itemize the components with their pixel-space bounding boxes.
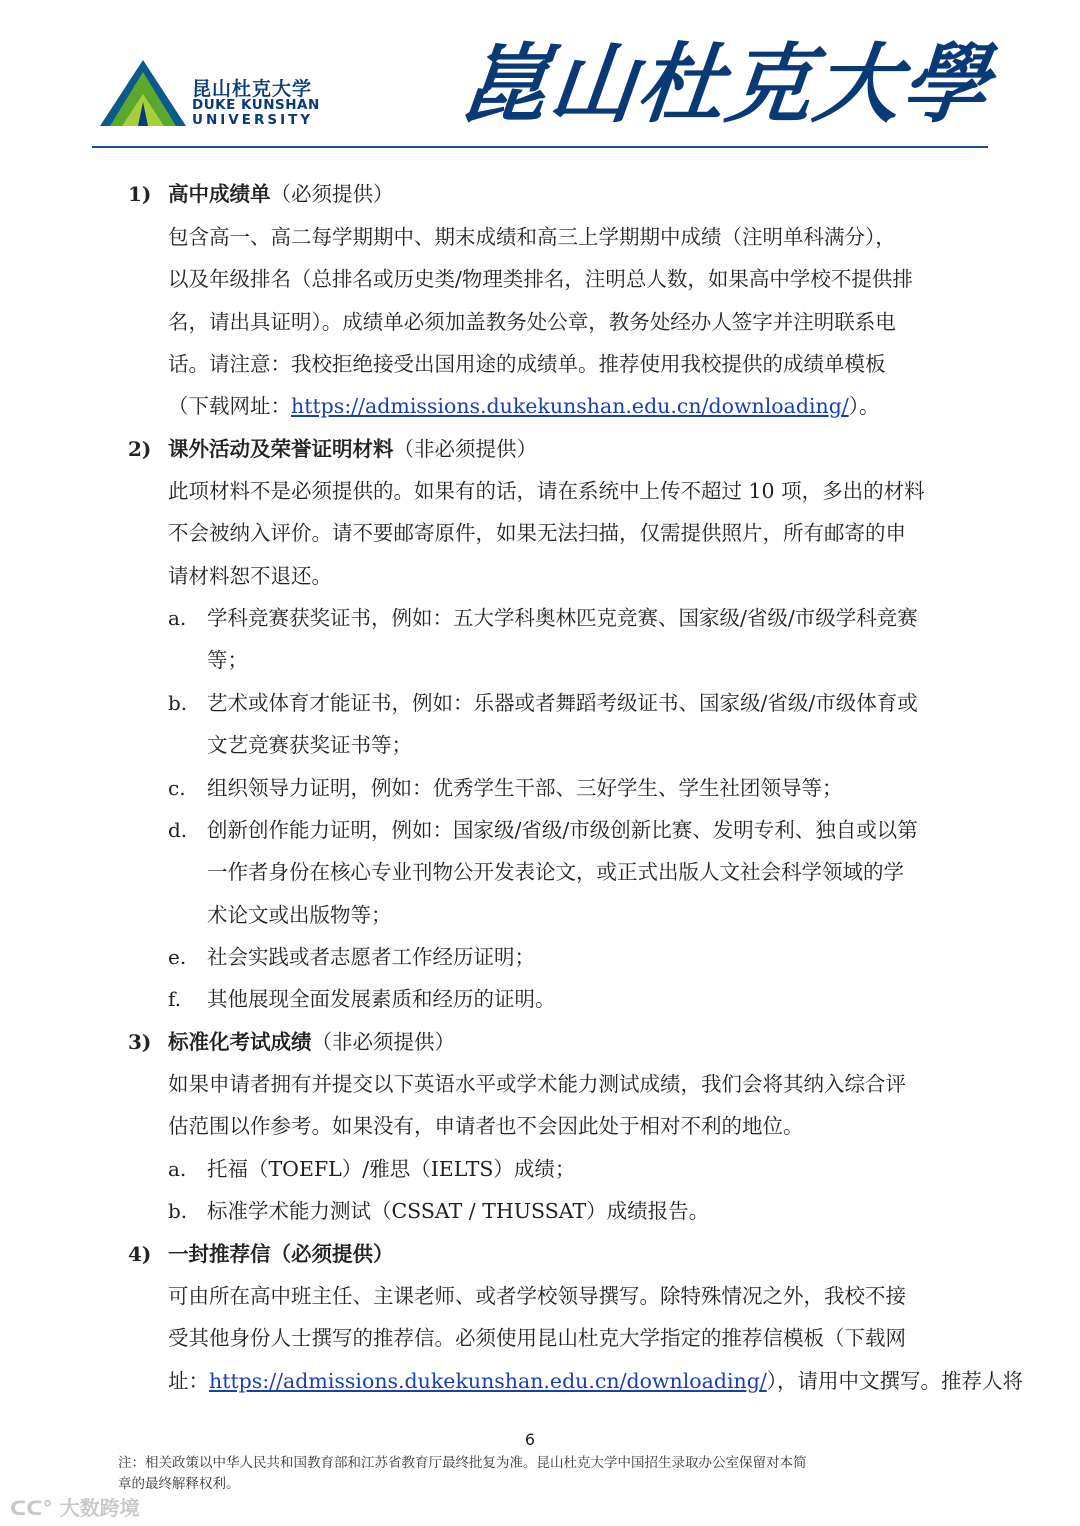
section-title	[168, 435, 537, 463]
section-number: 3)	[128, 1030, 152, 1054]
section-requirement: （必须提供）	[270, 182, 394, 206]
list-letter: a.	[168, 1157, 187, 1181]
link-prefix: （下载网址：	[168, 394, 291, 418]
list-item-line: 社会实践或者志愿者工作经历证明；	[207, 945, 535, 969]
list-letter: a.	[168, 606, 187, 630]
list-item-line: 托福（TOEFL）/雅思（IELTS）成绩；	[207, 1157, 576, 1181]
download-link[interactable]: https://admissions.dukekunshan.edu.cn/downloading/	[291, 394, 849, 418]
list-item-line: 组织领导力证明，例如：优秀学生干部、三好学生、学生社团领导等；	[207, 776, 843, 800]
list-item-line: 术论文或出版物等；	[207, 903, 392, 927]
link-suffix: ）。	[848, 394, 880, 418]
section-title-text: 标准化考试成绩	[168, 1030, 312, 1054]
section-title-text: 课外活动及荣誉证明材料	[168, 437, 394, 461]
page-number: 6	[524, 1430, 536, 1449]
list-letter: c.	[168, 776, 186, 800]
section-title: 一封推荐信（必须提供）	[168, 1242, 394, 1266]
paragraph-line: 话。请注意：我校拒绝接受出国用途的成绩单。推荐使用我校提供的成绩单模板	[168, 352, 886, 376]
list-item-line: 学科竞赛获奖证书，例如：五大学科奥林匹克竞赛、国家级/省级/市级学科竞赛	[207, 606, 918, 630]
section-title	[168, 1028, 455, 1056]
paragraph-line: 如果申请者拥有并提交以下英语水平或学术能力测试成绩，我们会将其纳入综合评	[168, 1072, 906, 1096]
list-letter: b.	[168, 1199, 188, 1223]
link-suffix: ），请用中文撰写。推荐人将	[766, 1369, 1023, 1393]
watermark-text: 大数跨境	[59, 1496, 140, 1520]
paragraph-line	[168, 392, 880, 420]
footnote-line: 章的最终解释权利。	[118, 1476, 240, 1492]
header-divider	[92, 146, 988, 148]
list-item-line: 等；	[207, 648, 248, 672]
list-letter: e.	[168, 945, 187, 969]
dku-logo-icon	[100, 58, 186, 128]
paragraph-line: 名，请出具证明）。成绩单必须加盖教务处公章，教务处经办人签字并注明联系电	[168, 310, 896, 334]
section-title	[168, 180, 394, 208]
paragraph-line: 以及年级排名（总排名或历史类/物理类排名，注明总人数，如果高中学校不提供排	[168, 267, 913, 291]
paragraph-line	[168, 1367, 1023, 1395]
section-requirement: （非必须提供）	[311, 1030, 455, 1054]
paragraph-line: 可由所在高中班主任、主课老师、或者学校领导撰写。除特殊情况之外，我校不接	[168, 1284, 906, 1308]
paragraph-line: 此项材料不是必须提供的。如果有的话，请在系统中上传不超过 10 项，多出的材料	[168, 479, 925, 503]
list-item-line: 标准学术能力测试（CSSAT / THUSSAT）成绩报告。	[207, 1199, 710, 1223]
list-item-line: 文艺竞赛获奖证书等；	[207, 733, 412, 757]
footnote-line: 注：相关政策以中华人民共和国教育部和江苏省教育厅最终批复为准。昆山杜克大学中国招生录取办公室保留对本简	[118, 1455, 807, 1471]
list-letter: d.	[168, 818, 188, 842]
list-item-line: 其他展现全面发展素质和经历的证明。	[207, 987, 556, 1011]
logo-english-name-line2: UNIVERSITY	[192, 112, 314, 128]
section-requirement: （非必须提供）	[393, 437, 537, 461]
paragraph-line: 受其他身份人士撰写的推荐信。必须使用昆山杜克大学指定的推荐信模板（下载网	[168, 1326, 906, 1350]
section-title-text: 高中成绩单	[168, 182, 271, 206]
watermark	[10, 1492, 140, 1521]
section-number: 4)	[128, 1242, 152, 1266]
list-item-line: 艺术或体育才能证书，例如：乐器或者舞蹈考级证书、国家级/省级/市级体育或	[207, 691, 918, 715]
link-prefix: 址：	[168, 1369, 209, 1393]
paragraph-line: 估范围以作参考。如果没有，申请者也不会因此处于相对不利的地位。	[168, 1114, 804, 1138]
page-header	[0, 0, 1080, 150]
paragraph-line: 包含高一、高二每学期期中、期末成绩和高三上学期期中成绩（注明单科满分），	[168, 225, 896, 249]
list-item-line: 一作者身份在核心专业刊物公开发表论文，或正式出版人文社会科学领域的学	[207, 860, 904, 884]
list-letter: b.	[168, 691, 188, 715]
list-letter: f.	[168, 987, 182, 1011]
logo-english-name-line1: DUKE KUNSHAN	[192, 97, 320, 113]
section-number: 1)	[128, 182, 152, 206]
list-item-line: 创新创作能力证明，例如：国家级/省级/市级创新比赛、发明专利、独自或以第	[207, 818, 918, 842]
section-number: 2)	[128, 437, 152, 461]
paragraph-line: 请材料恕不退还。	[168, 564, 332, 588]
paragraph-line: 不会被纳入评价。请不要邮寄原件，如果无法扫描，仅需提供照片，所有邮寄的申	[168, 521, 906, 545]
calligraphy-title: 崑山杜克大學	[456, 34, 996, 135]
download-link[interactable]: https://admissions.dukekunshan.edu.cn/downloading/	[209, 1369, 767, 1393]
watermark-icon: ᑕᑕ°	[10, 1496, 60, 1520]
logo-chinese-name: 昆山杜克大学	[192, 78, 313, 100]
